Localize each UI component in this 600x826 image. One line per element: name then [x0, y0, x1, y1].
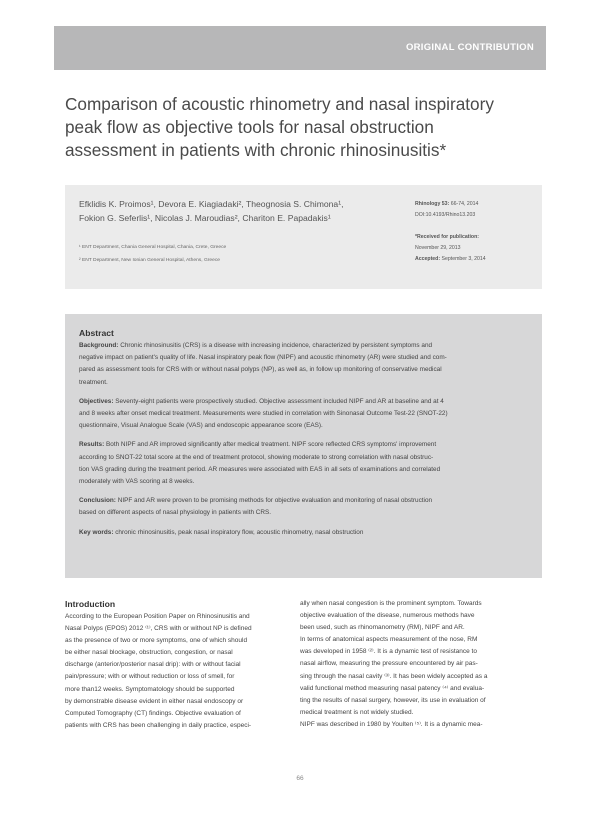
body-line: NIPF was described in 1980 by Youlten ⁽⁵⁾. It is a dynamic mea- [300, 720, 483, 728]
title-line: peak flow as objective tools for nasal obstruction [65, 117, 434, 137]
objectives-label: Objectives: [79, 397, 114, 405]
body-line: ting the results of nasal surgery, however, its use in evaluation of [300, 696, 486, 704]
accepted-label: Accepted: [415, 256, 441, 262]
doi: DOI:10.4193/Rhino13.203 [415, 212, 476, 218]
section-label: ORIGINAL CONTRIBUTION [405, 42, 534, 53]
introduction-heading: Introduction [65, 599, 116, 609]
abstract-conclusion: Conclusion: NIPF and AR were proven to be promising methods for objective evaluation and monitoring of nasal obstruction based on different aspects of nasal physiology in patients with CRS. [79, 497, 433, 517]
accepted-date: September 3, 2014 [441, 256, 486, 262]
accepted-line [415, 254, 486, 265]
author-line: Efklidis K. Proimos¹, Devora E. Kiagiadaki², Theognosia S. Chimona¹, [79, 199, 344, 209]
journal-label: Rhinology 53: [415, 201, 450, 207]
conclusion-label: Conclusion: [79, 497, 116, 505]
intro-right-column [300, 598, 530, 731]
author-list [79, 197, 343, 225]
received-date: November 29, 2013 [415, 245, 461, 251]
body-line: valid functional method measuring nasal patency ⁽⁴⁾ and evalua- [300, 684, 485, 692]
body-line: objective evaluation of the disease, numerous methods have [300, 612, 475, 620]
article-title [65, 93, 525, 162]
body-line: sing through the nasal cavity ⁽³⁾. It has been widely accepted as a [300, 672, 488, 680]
author-line: Fokion G. Seferlis¹, Nicolas J. Maroudias², Chariton E. Papadakis¹ [79, 213, 331, 223]
body-line: nasal airflow, measuring the pressure encountered by air pas- [300, 660, 478, 668]
author-info-box [65, 185, 542, 289]
body-line: ally when nasal congestion is the prominent symptom. Towards [300, 600, 482, 607]
journal-citation [415, 199, 486, 210]
body-line: In terms of anatomical aspects measurement of the nose, RM [300, 636, 478, 644]
abstract-results: Results: Both NIPF and AR improved significantly after medical treatment. NIPF score reflected CRS symptoms' improvement according to SNOT-22 total score at the end of treatment protocol, showing moderate to strong correlation with nasal obstruc- tion VAS grading during the treatment period. AR measures were associated with EAS in all sets of examinations and correlated moderately with VAS scoring at 8 weeks. [79, 441, 441, 486]
body-line: by demonstrable disease evident in either nasal endoscopy or [65, 697, 244, 705]
affiliation: ² ENT Department, New Ionian General Hospital, Athens, Greece [79, 258, 220, 263]
affiliation: ¹ ENT Department, Chania General Hospital, Chania, Crete, Greece [79, 245, 227, 250]
section-banner [54, 26, 546, 70]
publication-meta [415, 199, 486, 265]
intro-left-column [65, 598, 293, 732]
body-line: medical treatment is not widely studied. [300, 708, 414, 716]
body-line: Computed Tomography (CT) findings. Objective evaluation of [65, 709, 241, 717]
journal-value: 66-74, 2014 [450, 201, 479, 207]
received-label: *Received for publication: [415, 234, 479, 240]
abstract-box [65, 314, 542, 578]
title-line: Comparison of acoustic rhinometry and nasal inspiratory [65, 94, 494, 114]
page-number: 66 [296, 775, 304, 782]
abstract-objectives: Objectives: Seventy-eight patients were prospectively studied. Objective assessment included NIPF and AR at baseline and at 4 and 8 weeks after onset medical treatment. Measurements were studied in correlation with Sinonasal Outcome Test-22 (SNOT-22) questionnaire, Visual Analogue Scale (VAS) and endoscopic appearance score (EAS). [79, 397, 448, 430]
background-label: Background: [79, 342, 119, 349]
title-line: assessment in patients with chronic rhinosinusitis* [65, 140, 447, 160]
keywords-label: Key words: [79, 528, 114, 536]
results-label: Results: [79, 441, 105, 449]
body-line: Nasal Polyps (EPOS) 2012 ⁽¹⁾, CRS with or without NP is defined [65, 625, 252, 633]
abstract-keywords: Key words: chronic rhinosinusitis, peak nasal inspiratory flow, acoustic rhinometry, nasal obstruction [79, 528, 364, 536]
body-line: be either nasal blockage, obstruction, congestion, or nasal [65, 649, 233, 657]
body-line: more than12 weeks. Symptomatology should be supported [65, 685, 235, 693]
affiliations [79, 241, 226, 267]
body-line: been used, such as rhinomanometry (RM), NIPF and AR. [300, 624, 465, 632]
abstract-background: Background: Chronic rhinosinusitis (CRS) is a disease with increasing incidence, characterized by persistent symptoms and negative impact on patient's quality of life. Nasal inspiratory peak flow (NIPF) and acoustic rhinometry (AR) were studied and com- pared as assessment tools for CRS with or without nasal polyps (NP), as well as, in follow up monitoring of conservative medical treatment. [79, 342, 447, 386]
body-line: patients with CRS has been challenging in daily practice, especi- [65, 721, 252, 729]
body-line: pain/pressure; with or without reduction or loss of smell, for [65, 673, 235, 681]
body-line: was developed in 1958 ⁽²⁾. It is a dynamic test of resistance to [300, 648, 477, 656]
abstract-heading: Abstract [79, 328, 114, 338]
body-line: According to the European Position Paper on Rhinosinusitis and [65, 613, 250, 620]
body-line: discharge (anterior/posterior nasal drip): with or without facial [65, 661, 241, 669]
body-line: as the presence of two or more symptoms, one of which should [65, 637, 248, 645]
